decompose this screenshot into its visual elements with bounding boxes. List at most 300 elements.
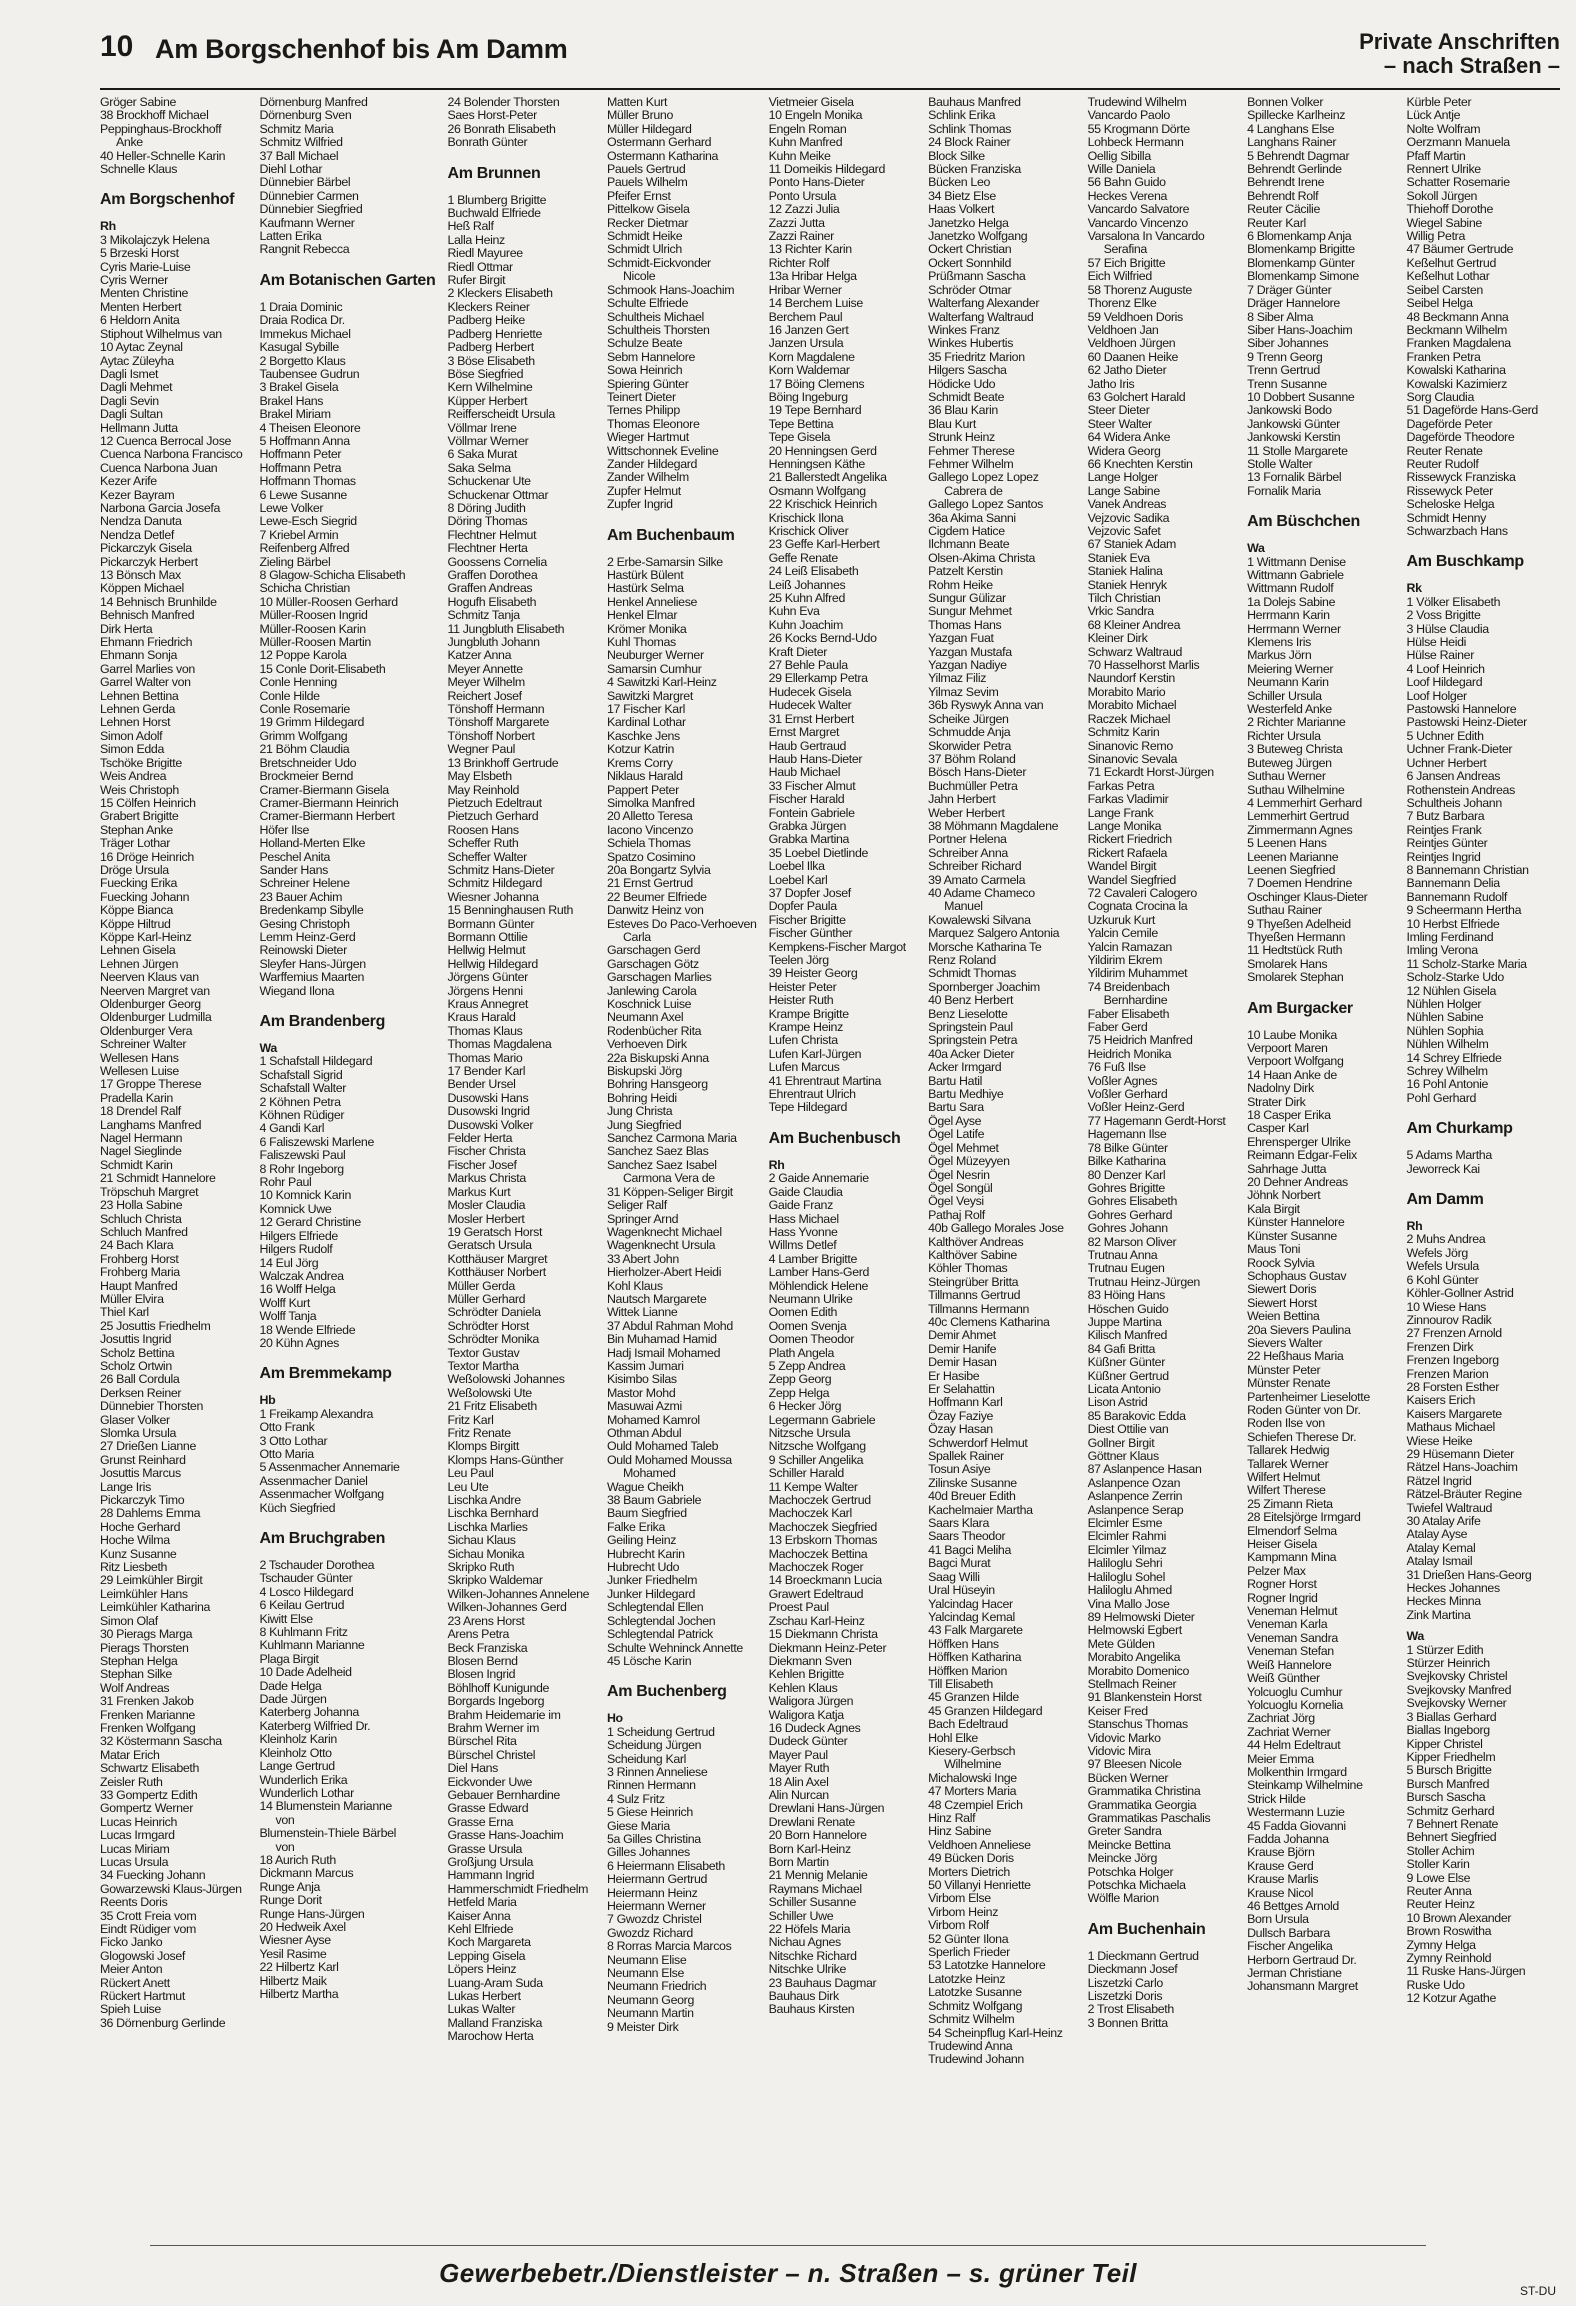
resident-entry: Bartu Sara [928, 1100, 984, 1115]
resident-entry: Katzer Anna [447, 648, 512, 663]
resident-entry: Pietzuch Edeltraut [447, 795, 542, 810]
resident-entry: Flechtner Helmut [447, 527, 537, 542]
resident-entry: Born Martin [768, 1855, 829, 1869]
resident-entry: Wunderlich Erika [259, 1772, 348, 1787]
resident-entry: Wolff Tanja [259, 1309, 317, 1324]
resident-entry-continuation: Carla [622, 929, 651, 944]
resident-entry: Walterfang Alexander [928, 296, 1040, 311]
resident-entry: Reifenberg Alfred [259, 541, 350, 556]
resident-entry-continuation: von [275, 1839, 295, 1854]
resident-entry: Sievers Walter [1247, 1335, 1323, 1350]
resident-entry: Dirk Herta [100, 621, 153, 636]
resident-entry: Gaide Franz [768, 1198, 833, 1213]
resident-entry: Riedl Ottmar [447, 259, 513, 274]
resident-entry: Dünnebier Siegfried [259, 202, 363, 217]
resident-entry: Reuter Renate [1406, 443, 1483, 458]
resident-entry: Loof Hildegard [1406, 675, 1483, 690]
resident-entry: Winkes Hubertis [928, 336, 1014, 351]
resident-entry: Weis Christoph [100, 782, 179, 797]
resident-entry: Gwozdz Richard [606, 1925, 693, 1940]
resident-entry: Dagli Sultan [100, 407, 163, 422]
resident-entry: 1 Stürzer Edith [1406, 1642, 1484, 1657]
resident-entry: Veldhoen Jan [1087, 322, 1159, 337]
resident-entry: 4 Losco Hildegard [259, 1584, 354, 1599]
resident-entry: 5 Leenen Hans [1247, 836, 1327, 851]
resident-entry: Helmowski Egbert [1087, 1623, 1182, 1638]
resident-entry: Lemm Heinz-Gerd [259, 929, 356, 944]
resident-entry: Haliloglu Ahmed [1087, 1583, 1172, 1598]
resident-entry: Teinert Dieter [606, 389, 676, 404]
resident-entry: Pastowski Heinz-Dieter [1406, 715, 1527, 730]
resident-entry: Berchem Paul [768, 309, 843, 324]
resident-entry: Rissewyck Peter [1406, 483, 1493, 498]
resident-entry: Blosen Ingrid [447, 1667, 516, 1682]
resident-entry: 5 Bursch Brigitte [1406, 1763, 1492, 1778]
resident-entry: Scheike Jürgen [928, 711, 1009, 726]
resident-entry: Suthau Wilhelmine [1247, 782, 1345, 797]
resident-entry: Walczak Andrea [259, 1268, 344, 1283]
resident-entry: Suthau Rainer [1247, 903, 1322, 918]
resident-entry: Fischer Angelika [1247, 1939, 1333, 1954]
resident-entry: 68 Kleiner Andrea [1087, 617, 1181, 632]
resident-entry: Tschöke Brigitte [100, 755, 182, 770]
resident-entry: Bormann Günter [447, 916, 535, 931]
resident-entry: Pauels Wilhelm [606, 175, 688, 190]
resident-entry: Küßner Gertrud [1087, 1368, 1169, 1383]
resident-entry: Kern Wilhelmine [447, 380, 533, 395]
resident-entry: Aslanpence Serap [1087, 1502, 1184, 1517]
resident-entry: Müller Gerda [447, 1278, 515, 1293]
resident-entry: Eindt Rüdiger vom [100, 1922, 196, 1937]
resident-entry: Matten Kurt [606, 95, 668, 109]
resident-entry: 55 Krogmann Dörte [1087, 121, 1190, 136]
resident-entry: Hadj Ismail Mohamed [606, 1345, 721, 1360]
resident-entry: 27 Drießen Lianne [100, 1439, 196, 1454]
resident-entry: Marquez Salgero Antonia [928, 926, 1060, 941]
resident-entry: Tallarek Hedwig [1247, 1443, 1330, 1458]
resident-entry: Leenen Marianne [1247, 849, 1339, 864]
resident-entry: Kleiner Dirk [1087, 631, 1148, 646]
resident-entry: Hribar Werner [768, 282, 842, 297]
resident-entry: Lange Sabine [1087, 483, 1160, 498]
resident-entry: Völlmar Werner [447, 433, 529, 448]
resident-entry: Zander Wilhelm [606, 470, 689, 485]
resident-entry: Heß Ralf [447, 219, 494, 234]
resident-entry: 13 Richter Karin [768, 242, 852, 257]
resident-entry: Bonnen Volker [1247, 95, 1324, 109]
resident-entry: Dullsch Barbara [1247, 1925, 1330, 1940]
resident-entry: 10 Brown Alexander [1406, 1910, 1512, 1925]
resident-entry: Spiering Günter [606, 376, 689, 391]
resident-entry: Bach Edeltraud [928, 1717, 1008, 1732]
resident-entry: Bredenkamp Sibylle [259, 903, 364, 918]
resident-entry: Dickmann Marcus [259, 1866, 354, 1881]
resident-entry: Yazgan Nadiye [928, 658, 1007, 673]
resident-entry: 5 Uchner Edith [1406, 728, 1484, 743]
resident-entry: Hass Michael [768, 1211, 839, 1226]
resident-entry: 29 Leimkühler Birgit [100, 1573, 203, 1588]
resident-entry: Vancardo Paolo [1087, 108, 1170, 123]
resident-entry: Hogufh Elisabeth [447, 594, 537, 609]
resident-entry: 20 Henningsen Gerd [768, 443, 877, 458]
resident-entry: Virbom Heinz [928, 1904, 999, 1919]
resident-entry: Krems Corry [606, 755, 673, 770]
resident-entry: Sungur Mehmet [928, 604, 1012, 619]
resident-entry: 37 Abdul Rahman Mohd [606, 1318, 733, 1333]
resident-entry: Veldhoen Jürgen [1087, 336, 1176, 351]
resident-entry: Hoffmann Karl [928, 1395, 1003, 1410]
resident-entry: Gohres Elisabeth [1087, 1194, 1178, 1209]
resident-entry: Schwarzbach Hans [1406, 524, 1508, 538]
resident-entry: Schmook Hans-Joachim [606, 282, 735, 297]
resident-entry: Grimm Wolfgang [259, 728, 348, 743]
resident-entry: Schlegtendal Patrick [606, 1627, 713, 1642]
resident-entry: Weiß Günther [1247, 1671, 1320, 1686]
resident-entry: Pauels Gertrud [606, 162, 686, 177]
resident-entry: Aslanpence Ozan [1087, 1475, 1181, 1490]
resident-entry: Künster Hannelore [1247, 1215, 1345, 1230]
resident-entry: Schiller Harald [768, 1466, 844, 1481]
resident-entry: Textor Gustav [447, 1345, 520, 1360]
resident-entry: Höffken Marion [928, 1663, 1007, 1678]
resident-entry: 23 Geffe Karl-Herbert [768, 537, 880, 552]
resident-entry: 22 Hilbertz Karl [259, 1960, 339, 1975]
resident-entry: Haub Hans-Dieter [768, 751, 863, 766]
resident-entry: 18 Alin Axel [768, 1774, 829, 1789]
resident-entry: Lange Gertrud [259, 1759, 335, 1774]
resident-entry: Gebauer Bernhardine [447, 1787, 560, 1802]
resident-entry: Schrödter Monika [447, 1332, 539, 1347]
resident-entry: Krause Marlis [1247, 1872, 1319, 1887]
resident-entry: Reuter Anna [1406, 1883, 1472, 1898]
resident-entry: Vancardo Salvatore [1087, 202, 1190, 217]
street-heading: Am Buchenbaum [606, 526, 735, 544]
section-title-line-2: – nach Straßen – [1383, 53, 1560, 78]
resident-entry: Wölfle Marion [1087, 1891, 1159, 1906]
resident-entry: Saars Theodor [928, 1529, 1006, 1544]
resident-entry: Trutnau Eugen [1087, 1261, 1165, 1276]
resident-entry: Köppe Bianca [100, 903, 173, 918]
resident-entry: 22 Höfels Maria [768, 1922, 851, 1937]
resident-entry: Kardinal Lothar [606, 715, 686, 730]
resident-entry: 16 Wolff Helga [259, 1282, 336, 1297]
resident-entry: Biallas Ingeborg [1406, 1723, 1490, 1738]
resident-entry: Schreiber Anna [928, 845, 1008, 860]
street-heading: Am Damm [1406, 1191, 1484, 1209]
resident-entry: Westerfeld Anke [1247, 702, 1332, 717]
resident-entry: Schlink Erika [928, 108, 996, 123]
resident-entry: Mayer Ruth [768, 1761, 830, 1776]
resident-entry: Danwitz Heinz von [606, 903, 704, 918]
resident-entry: Wittmann Gabriele [1247, 568, 1344, 582]
resident-entry: Schiller Uwe [768, 1908, 834, 1923]
resident-entry: Hilgers Sascha [928, 363, 1007, 378]
resident-entry: Markus Kurt [447, 1184, 511, 1199]
resident-entry: 6 Jansen Andreas [1406, 769, 1501, 784]
resident-entry: Bücken Werner [1087, 1770, 1169, 1785]
resident-entry: Seibel Helga [1406, 296, 1473, 311]
resident-entry: Kuhn Eva [768, 604, 820, 619]
resident-entry: Richter Ursula [1247, 728, 1321, 743]
resident-entry: 31 Ernst Herbert [768, 711, 854, 726]
resident-entry: Hödicke Udo [928, 376, 996, 391]
resident-entry: Morabito Michael [1087, 698, 1177, 713]
resident-entry: Vidovic Mira [1087, 1743, 1151, 1758]
resident-entry: Herrmann Karin [1247, 608, 1330, 623]
resident-entry: Lalla Heinz [447, 232, 505, 247]
resident-entry: Kezer Arife [100, 474, 157, 489]
resident-entry: Tillmanns Hermann [928, 1301, 1030, 1316]
resident-entry: 75 Heidrich Manfred [1087, 1033, 1193, 1048]
resident-entry-continuation: Wilhelmine [944, 1757, 1002, 1772]
resident-entry: 5 Adams Martha [1406, 1148, 1492, 1163]
resident-entry: Eich Wilfried [1087, 269, 1152, 284]
resident-entry: Schlegtendal Jochen [606, 1613, 716, 1628]
resident-entry: Masuwai Azmi [606, 1399, 682, 1414]
resident-entry: 6 Blomenkamp Anja [1247, 229, 1352, 244]
resident-entry: Tillmanns Gertrud [928, 1288, 1021, 1303]
resident-entry: 58 Thorenz Auguste [1087, 282, 1192, 297]
resident-entry: Wolff Kurt [259, 1295, 310, 1310]
resident-entry: Alin Nurcan [768, 1787, 829, 1802]
resident-entry: Bursch Manfred [1406, 1776, 1490, 1791]
resident-entry: 14 Haan Anke de [1247, 1067, 1337, 1082]
resident-entry: Gowarzewski Klaus-Jürgen [100, 1881, 242, 1896]
resident-entry: Kotzur Katrin [606, 742, 675, 757]
resident-entry: 45 Lösche Karin [606, 1653, 692, 1668]
resident-entry: Schröder Otmar [928, 282, 1012, 297]
resident-entry: Hudecek Gisela [768, 684, 852, 699]
resident-entry: Josuttis Marcus [100, 1466, 181, 1481]
resident-entry: 54 Scheinpflug Karl-Heinz [928, 2025, 1063, 2040]
resident-entry: Holland-Merten Elke [259, 836, 366, 851]
resident-entry: Atalay Kemal [1406, 1540, 1476, 1555]
resident-entry: Rufer Birgit [447, 273, 506, 288]
resident-entry: 13a Hribar Helga [768, 269, 857, 284]
resident-entry: Hellwig Helmut [447, 943, 526, 958]
page-code: ST-DU [1520, 2284, 1556, 2298]
resident-entry: Mete Gülden [1087, 1636, 1155, 1651]
resident-entry: Rickert Rafaela [1087, 845, 1168, 860]
street-heading: Am Borgschenhof [100, 191, 235, 209]
resident-entry: Koch Margareta [447, 1935, 531, 1950]
resident-entry: Derksen Reiner [100, 1385, 182, 1400]
resident-entry: Böse Siegfried [447, 366, 524, 381]
resident-entry: Diel Hans [447, 1761, 499, 1776]
directory-columns [96, 96, 1558, 2190]
resident-entry: Verpoort Wolfgang [1247, 1054, 1344, 1069]
resident-entry: Behnisch Manfred [100, 608, 195, 623]
resident-entry: 89 Helmowski Dieter [1087, 1609, 1195, 1624]
resident-entry: 35 Crott Freia vom [100, 1908, 197, 1923]
resident-entry: Vina Mallo Jose [1087, 1596, 1170, 1611]
resident-entry: 28 Forsten Esther [1406, 1379, 1500, 1394]
resident-entry: Siewert Horst [1247, 1295, 1317, 1310]
resident-entry: 24 Bach Klara [100, 1238, 174, 1253]
resident-entry: Langhams Manfred [100, 1117, 202, 1132]
resident-entry: Nagel Hermann [100, 1131, 183, 1146]
resident-entry: Ehrentraut Ulrich [768, 1087, 856, 1102]
resident-entry: 72 Cavaleri Calogero [1087, 885, 1197, 900]
resident-entry: 46 Bettges Arnold [1247, 1899, 1339, 1913]
resident-entry: Elcimler Yilmaz [1087, 1542, 1167, 1557]
resident-entry: Ögel Veysi [928, 1194, 984, 1209]
resident-entry: 18 Drendel Ralf [100, 1104, 181, 1119]
resident-entry: Özay Hasan [928, 1422, 993, 1437]
resident-entry: Kipper Christel [1406, 1736, 1483, 1751]
resident-entry: 14 Broeckmann Lucia [768, 1573, 882, 1588]
resident-entry: Schmitz Wolfgang [928, 1998, 1023, 2013]
resident-entry: Lemmerhirt Gertrud [1247, 809, 1349, 824]
resident-entry: Rangnit Rebecca [259, 242, 350, 257]
resident-entry: Fischer Christa [447, 1144, 526, 1159]
resident-entry: Köppe Hiltrud [100, 916, 171, 931]
resident-entry: 7 Behnert Renate [1406, 1816, 1499, 1831]
resident-entry: Grabert Brigitte [100, 809, 179, 824]
resident-entry: Leimkühler Hans [100, 1586, 188, 1601]
district-code: Ho [606, 1711, 623, 1726]
resident-entry: Yalcin Ramazan [1087, 939, 1172, 954]
resident-entry: Morters Dietrich [928, 1864, 1010, 1879]
resident-entry: Teelen Jörg [768, 953, 829, 967]
resident-entry: Scheffer Ruth [447, 836, 519, 851]
resident-entry: Stoller Achim [1406, 1843, 1475, 1858]
resident-entry: Kilisch Manfred [1087, 1328, 1168, 1343]
resident-entry: Tröpschuh Margret [100, 1184, 199, 1199]
resident-entry: Wilfert Therese [1247, 1483, 1326, 1498]
resident-entry: Hastürk Selma [606, 581, 684, 596]
resident-entry: 7 Kriebel Armin [259, 527, 339, 542]
resident-entry: Reintjes Ingrid [1406, 849, 1481, 864]
resident-entry: Wellesen Hans [100, 1050, 179, 1065]
resident-entry: 12 Kotzur Agathe [1406, 1991, 1497, 2006]
resident-entry: Jöhnk Norbert [1247, 1188, 1321, 1203]
resident-entry: 16 Janzen Gert [768, 322, 849, 337]
resident-entry: Thomas Klaus [447, 1023, 523, 1038]
resident-entry: 21 Ballerstedt Angelika [768, 470, 887, 485]
resident-entry: Lehnen Horst [100, 715, 171, 730]
resident-entry: 13 Brinkhoff Gertrude [447, 755, 559, 770]
resident-entry: 5 Brzeski Horst [100, 246, 179, 261]
resident-entry: Bohring Hansgeorg [606, 1077, 708, 1092]
resident-entry: Meincke Bettina [1087, 1837, 1171, 1852]
resident-entry: Oldenburger Georg [100, 997, 201, 1011]
resident-entry: Ostermann Katharina [606, 148, 719, 163]
resident-entry: 3 Biallas Gerhard [1406, 1709, 1497, 1724]
resident-entry: Fuecking Erika [100, 876, 178, 891]
resident-entry: Michalowski Inge [928, 1770, 1017, 1785]
resident-entry: 13 Erbskorn Thomas [768, 1533, 878, 1548]
resident-entry: Neumann Ulrike [768, 1291, 853, 1306]
resident-entry: Sperlich Frieder [928, 1945, 1010, 1960]
resident-entry: 80 Denzer Karl [1087, 1167, 1166, 1182]
resident-entry: Lange Monika [1087, 818, 1162, 833]
resident-entry: Olsen-Akima Christa [928, 550, 1036, 565]
resident-entry: 21 Schmidt Hannelore [100, 1171, 216, 1186]
resident-entry: Schiller Susanne [768, 1895, 856, 1910]
resident-entry: 8 Kuhlmann Fritz [259, 1625, 348, 1640]
resident-entry: Weber Herbert [928, 805, 1005, 820]
resident-entry-continuation: Nicole [622, 269, 656, 284]
resident-entry: Rogner Horst [1247, 1577, 1317, 1592]
resident-entry: Wagenknecht Ursula [606, 1238, 716, 1253]
resident-entry: 45 Fadda Giovanni [1247, 1818, 1346, 1833]
resident-entry: Schiela Thomas [606, 836, 691, 851]
resident-entry: Potschka Holger [1087, 1864, 1174, 1879]
resident-entry: Cigdem Hatice [928, 524, 1005, 538]
resident-entry: Ehrensperger Ulrike [1247, 1134, 1351, 1149]
resident-entry: Stürzer Heinrich [1406, 1656, 1490, 1671]
resident-entry: Ögel Müzeyyen [928, 1154, 1010, 1169]
resident-entry: Krause Björn [1247, 1845, 1315, 1860]
resident-entry: Grammatikas Paschalis [1087, 1811, 1211, 1825]
resident-entry: Josuttis Ingrid [100, 1332, 172, 1347]
resident-entry: Zepp Helga [768, 1385, 830, 1400]
resident-entry: Virbom Else [928, 1891, 991, 1906]
resident-entry: 37 Böhm Roland [928, 751, 1016, 766]
resident-entry: Vrkic Sandra [1087, 604, 1154, 619]
resident-entry: Grasse Hans-Joachim [447, 1828, 564, 1843]
resident-entry: Frohberg Maria [100, 1265, 180, 1280]
resident-entry: Bilke Katharina [1087, 1154, 1166, 1169]
resident-entry: 3 Hülse Claudia [1406, 621, 1489, 636]
resident-entry: 31 Köppen-Seliger Birgit [606, 1184, 733, 1199]
resident-entry: 6 Saka Murat [447, 447, 517, 462]
resident-entry: Kleinholz Otto [259, 1745, 332, 1760]
resident-entry: Thomas Mario [447, 1050, 523, 1065]
resident-entry: Taubensee Gudrun [259, 366, 360, 381]
resident-entry: Wiegel Sabine [1406, 215, 1482, 230]
resident-entry: Hohl Elke [928, 1730, 978, 1745]
resident-entry: Saag Willi [928, 1569, 980, 1584]
resident-entry: Lucas Ursula [100, 1855, 169, 1869]
resident-entry: Bauhaus Dirk [768, 1989, 839, 2004]
resident-entry: Haas Volkert [928, 202, 995, 217]
resident-entry: Cramer-Biermann Gisela [259, 782, 389, 797]
resident-entry: 1 Draia Dominic [259, 299, 343, 314]
resident-entry: Zachriat Werner [1247, 1724, 1331, 1739]
resident-entry: Conle Henning [259, 675, 337, 690]
resident-entry: Klomps Hans-Günther [447, 1452, 564, 1467]
resident-entry: 40 Benz Herbert [928, 993, 1014, 1008]
resident-entry: Born Ursula [1247, 1912, 1309, 1927]
resident-entry: Kuhn Meike [768, 148, 831, 163]
resident-entry: Dagli Ismet [100, 366, 159, 381]
resident-entry: Mathaus Michael [1406, 1420, 1495, 1435]
resident-entry: Frohberg Horst [100, 1251, 179, 1266]
resident-entry: Thyeßen Hermann [1247, 929, 1346, 944]
resident-entry: Katerberg Johanna [259, 1705, 359, 1720]
resident-entry: Wolf Andreas [100, 1680, 170, 1695]
resident-entry: Otto Frank [259, 1420, 315, 1435]
resident-entry: Fischer Josef [447, 1157, 517, 1172]
resident-entry: Giese Maria [606, 1818, 670, 1833]
resident-entry: Nautsch Margarete [606, 1291, 707, 1306]
resident-entry: Zupfer Ingrid [606, 497, 673, 512]
resident-entry: Lehnen Gerda [100, 702, 176, 717]
resident-entry: 26 Kocks Bernd-Udo [768, 631, 877, 646]
resident-entry: Korn Magdalene [768, 349, 855, 364]
resident-entry: Neumann Georg [606, 1992, 694, 2007]
resident-entry: Junker Friedhelm [606, 1573, 698, 1588]
resident-entry: 12 Gerard Christine [259, 1215, 361, 1230]
resident-entry: Matar Erich [100, 1747, 160, 1762]
resident-entry: 32 Köstermann Sascha [100, 1734, 222, 1749]
resident-entry-continuation: Anke [116, 135, 143, 150]
resident-entry: 2 Kleckers Elisabeth [447, 286, 553, 301]
resident-entry: Behrendt Gerlinde [1247, 162, 1342, 177]
resident-entry: Thiel Karl [100, 1305, 149, 1320]
